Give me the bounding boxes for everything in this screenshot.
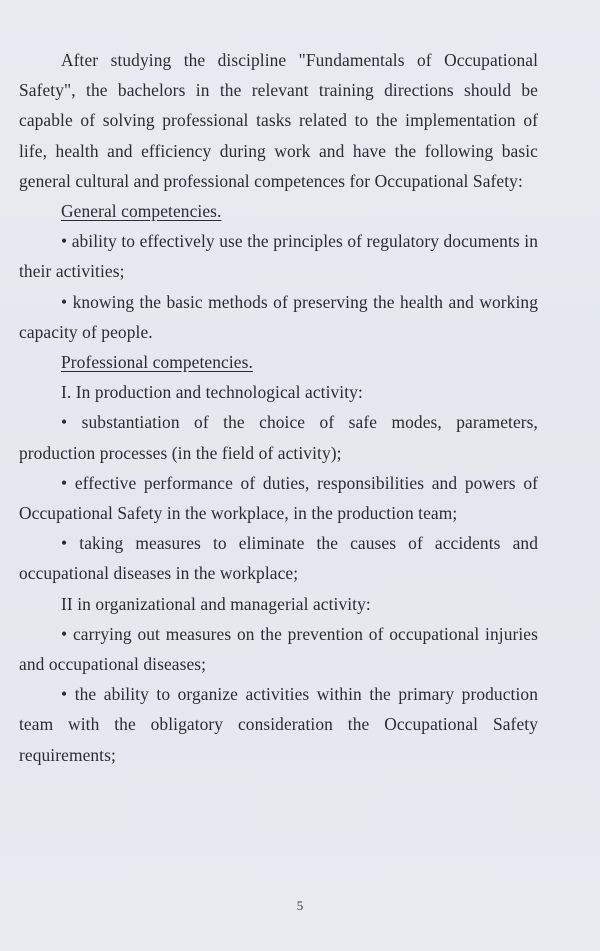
professional-competency-item: • carrying out measures on the prevention of occupational injuries and occupational diseases; xyxy=(19,623,538,675)
professional-competency-item: • taking measures to eliminate the causes of accidents and occupational diseases in the workplace; xyxy=(19,533,538,584)
page-number: 5 xyxy=(296,898,304,913)
general-competency-item: • knowing the basic methods of preserving the health and working capacity of people. xyxy=(19,291,538,342)
professional-competency-item: • the ability to organize activities within the primary production team with the obligatory consideration the Occupational Safety requirements; xyxy=(19,684,538,765)
professional-competency-item: • effective performance of duties, responsibilities and powers of Occupational Safety in the workplace, in the production team; xyxy=(19,472,538,524)
section-heading-production: I. In production and technological activity: xyxy=(61,382,363,403)
section-heading-organizational: II in organizational and managerial activity: xyxy=(61,593,371,614)
professional-competencies-heading-text: Professional competencies. xyxy=(61,352,253,373)
intro-paragraph: After studying the discipline "Fundamentals of Occupational Safety", the bachelors in the relevant training directions should be capable of solving professional tasks related to the implementation of life, health and efficiency during work and have the following basic general cultural and professional competences for Occupational Safety: xyxy=(19,50,538,191)
body-text xyxy=(19,45,538,770)
general-competencies-heading-text: General competencies. xyxy=(61,201,222,222)
professional-competencies-heading xyxy=(19,347,538,377)
general-competency-item: • ability to effectively use the principles of regulatory documents in their activities; xyxy=(19,231,538,282)
general-competencies-heading xyxy=(19,196,538,226)
professional-competency-item: • substantiation of the choice of safe modes, parameters, production processes (in the field of activity); xyxy=(19,412,538,463)
